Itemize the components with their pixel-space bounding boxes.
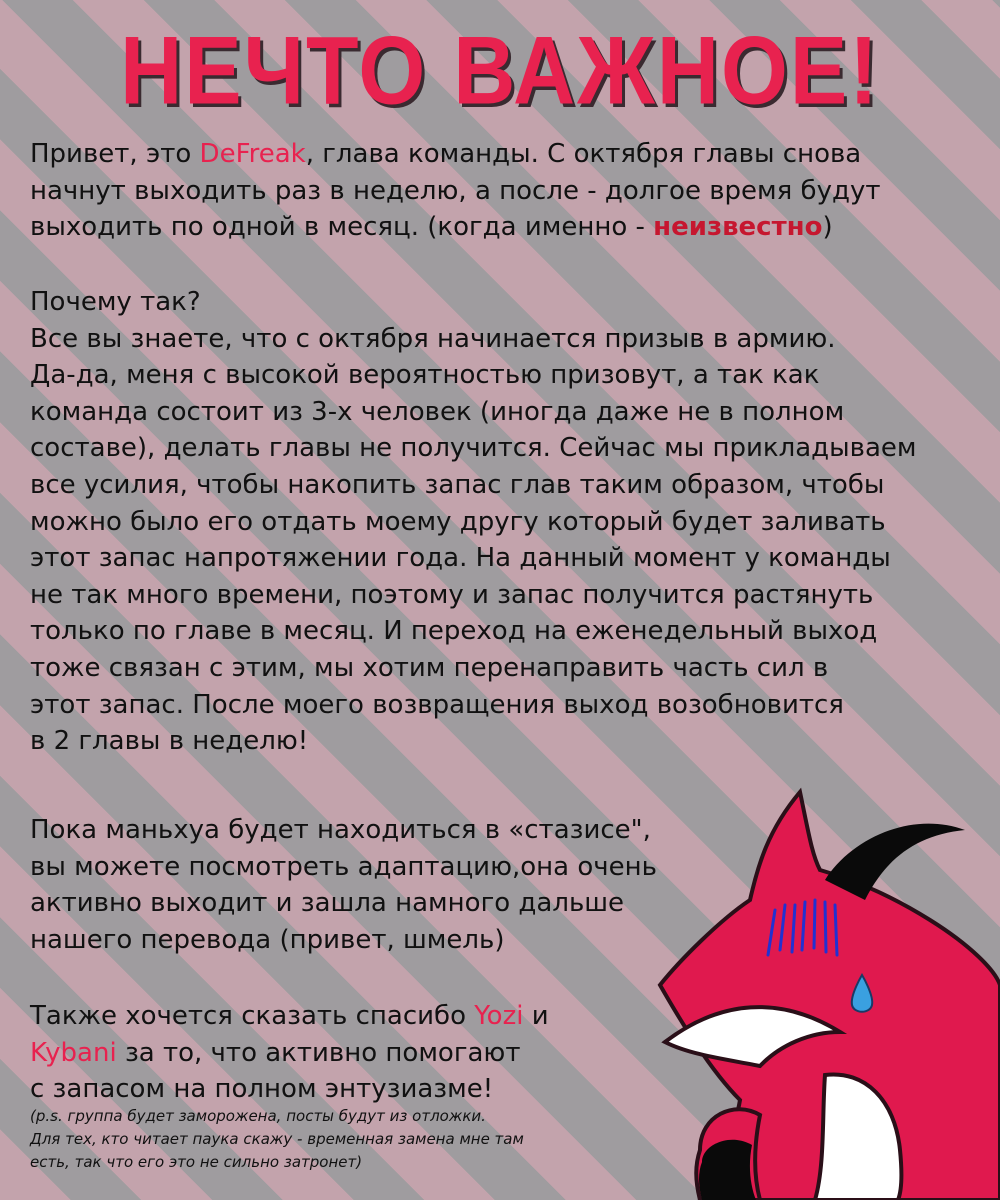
postscript xyxy=(30,1105,524,1174)
postscript-line: Для тех, кто читает паука скажу - временная замена мне там xyxy=(30,1130,524,1148)
reason-paragraph xyxy=(30,284,917,760)
reason-line: тоже связан с этим, мы хотим перенаправить часть сил в xyxy=(30,652,829,683)
reason-line: составе), делать главы не получится. Сейчас мы прикладываем xyxy=(30,433,917,464)
unknown-highlight: неизвестно xyxy=(653,212,823,243)
adaptation-line: активно выходит и зашла намного дальше xyxy=(30,888,625,919)
reason-line: команда состоит из 3-х человек (иногда даже не в полном xyxy=(30,396,845,427)
thanks-line-1: Также хочется сказать спасибо Yozi и xyxy=(30,1001,549,1031)
reason-line: можно было его отдать моему другу который будет заливать xyxy=(30,506,886,537)
reason-line: не так много времени, поэтому и запас получится растянуть xyxy=(30,579,874,610)
intro-paragraph xyxy=(30,136,880,246)
reason-line: в 2 главы в неделю! xyxy=(30,726,309,757)
intro-line-3: выходить по одной в месяц. (когда именно - неизвестно) xyxy=(30,212,833,243)
thanks-paragraph xyxy=(30,998,549,1108)
adaptation-paragraph xyxy=(30,812,657,958)
adaptation-line: Пока маньхуа будет находиться в «стазисе", xyxy=(30,815,651,845)
reason-line: этот запас напротяжении года. На данный момент у команды xyxy=(30,543,891,574)
reason-question: Почему так? xyxy=(30,287,201,317)
intro-line-2: начнут выходить раз в неделю, а после - долгое время будут xyxy=(30,175,881,206)
crying-fox-icon xyxy=(640,770,1000,1200)
helper-name-kybani: Kybani xyxy=(30,1037,117,1068)
reason-line: только по главе в месяц. И переход на еженедельный выход xyxy=(30,616,878,647)
adaptation-line: вы можете посмотреть адаптацию,она очень xyxy=(30,851,657,882)
postscript-line: (p.s. группа будет заморожена, посты будут из отложки. xyxy=(30,1107,486,1125)
adaptation-line: нашего перевода (привет, шмель) xyxy=(30,924,505,955)
team-lead-name: DeFreak xyxy=(199,139,306,169)
thanks-line-2: Kybani за то, что активно помогают xyxy=(30,1037,521,1068)
reason-line: этот запас. После моего возвращения выход возобновится xyxy=(30,689,844,720)
reason-line: Все вы знаете, что с октября начинается призыв в армию. xyxy=(30,323,836,354)
postscript-line: есть, так что его это не сильно затронет) xyxy=(30,1153,363,1171)
intro-line-1: Привет, это DeFreak, глава команды. С октября главы снова xyxy=(30,139,862,169)
reason-line: все усилия, чтобы накопить запас глав таким образом, чтобы xyxy=(30,469,885,500)
reason-line: Да-да, меня с высокой вероятностью призовут, а так как xyxy=(30,360,820,391)
page-title: НЕЧТО ВАЖНОЕ! xyxy=(120,17,880,125)
fox-ear xyxy=(825,824,965,900)
helper-name-yozi: Yozi xyxy=(474,1001,524,1031)
thanks-line-3: с запасом на полном энтузиазме! xyxy=(30,1074,494,1105)
